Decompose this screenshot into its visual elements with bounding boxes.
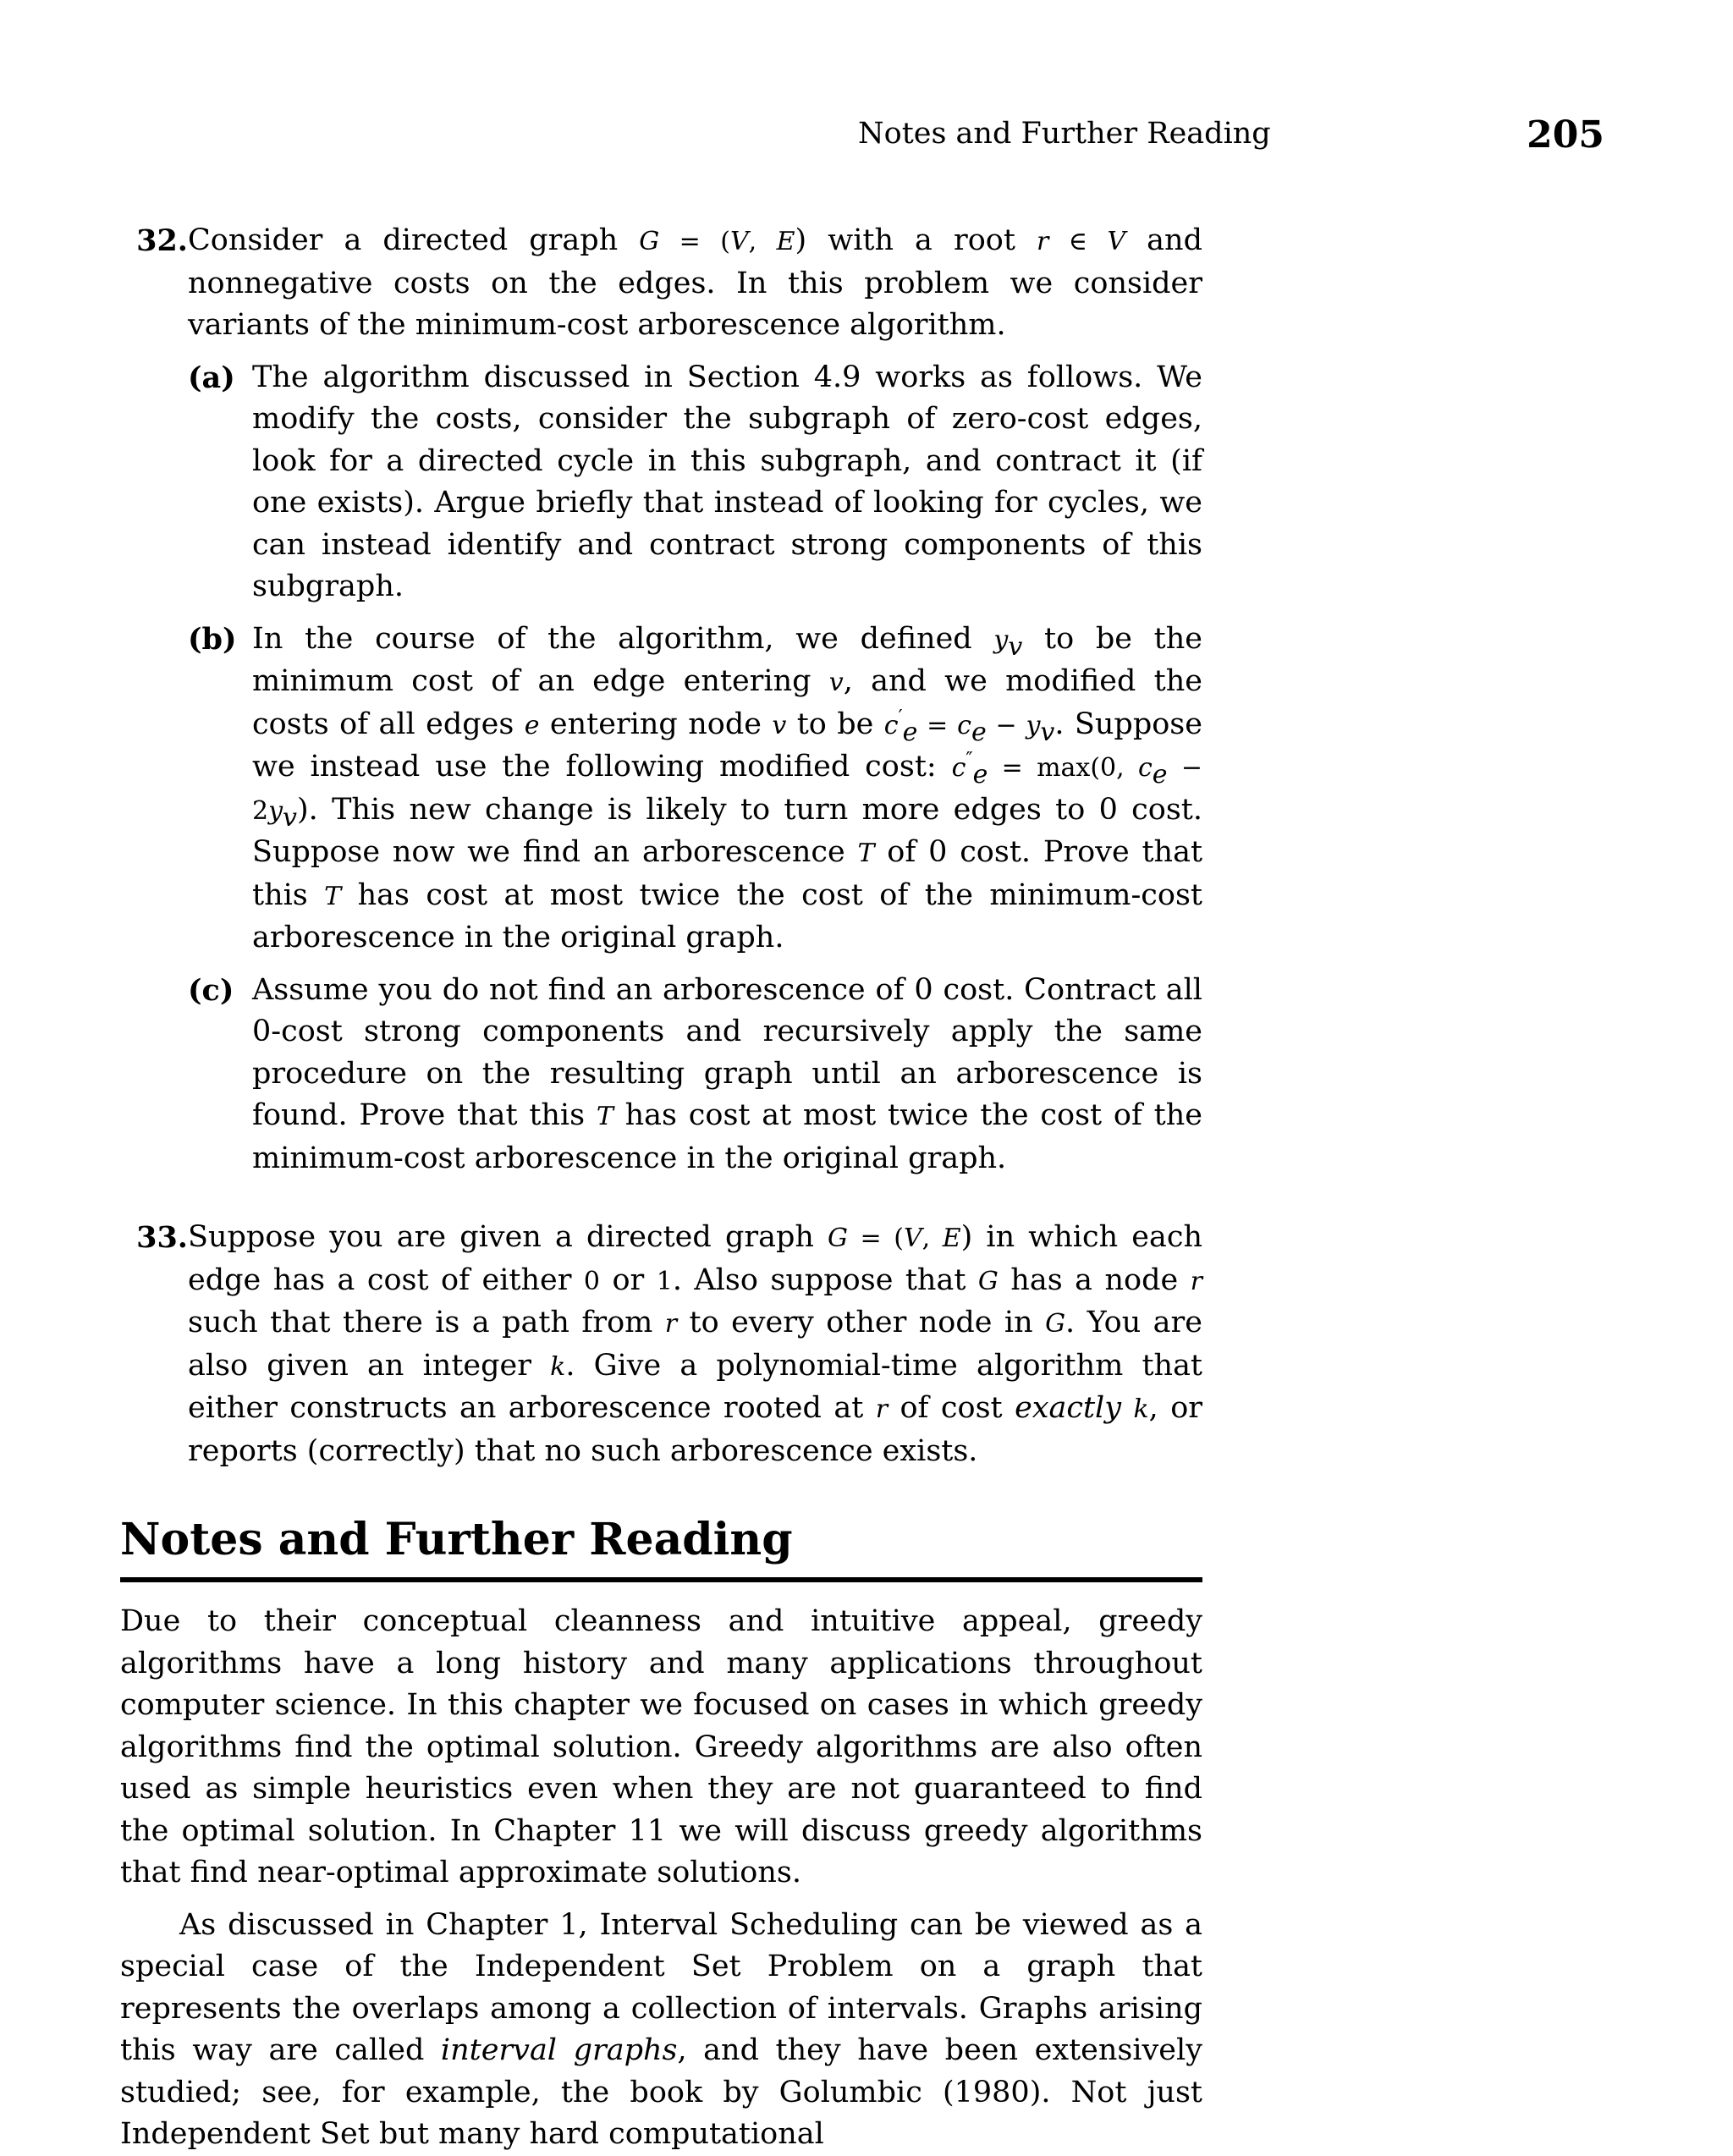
- part-c: [188, 970, 1202, 1180]
- exercise-33: [120, 1217, 1202, 1472]
- part-label: (a): [188, 360, 235, 395]
- part-label: (b): [188, 621, 237, 657]
- exercise-body: Suppose you are given a directed graph G = (V, E) in which each edge has a cost of either 0 or 1. Also suppose that G has a node r such that there is a path from r to every other node in G. You are also given an integer k. Give a polynomial-time algorithm that either constructs an arborescence rooted at r of cost exactly k, or reports (correctly) that no such arborescence exists.: [188, 1220, 1202, 1468]
- exercise-parts: [188, 357, 1202, 1180]
- part-text: The algorithm discussed in Section 4.9 works as follows. We modify the costs, consider the subgraph of zero-cost edges, look for a directed cycle in this subgraph, and contract it (if one exists). Argue briefly that instead of looking for cycles, we can instead identify and contract strong components of this subgraph.: [252, 360, 1202, 603]
- part-text: In the course of the algorithm, we defined $y_v$ to be the minimum cost of an edge entering v, and we modified the costs of all edges e entering node v to be $c'_e = c_e - y_v$. Suppose we instead use the following modified cost: $c''_e = \max(0$, $c_e - 2y_v$). This new change is likely to turn more edges to 0 cost. Suppose now we find an arborescence T of 0 cost. Prove that this T has cost at most twice the cost of the minimum-cost arborescence in the original graph.: [252, 621, 1203, 954]
- section-heading: Notes and Further Reading: [120, 1513, 1202, 1582]
- part-a: [188, 357, 1202, 608]
- part-b: [188, 619, 1202, 960]
- exercise-number: 33.: [136, 1220, 188, 1255]
- page-number: 205: [1527, 113, 1604, 157]
- exercise-body: [188, 220, 1202, 1190]
- part-text: Assume you do not find an arborescence of 0 cost. Contract all 0-cost strong components and recursively apply the same procedure on the resulting graph until an arborescence is found. Prove that this T has cost at most twice the cost of the minimum-cost arborescence in the original graph.: [252, 972, 1202, 1175]
- part-label: (c): [188, 972, 234, 1008]
- paragraph-1: Due to their conceptual cleanness and intuitive appeal, greedy algorithms have a long history and many applications throughout computer science. In this chapter we focused on cases in which greedy algorithms find the optimal solution. Greedy algorithms are also often used as simple heuristics even when they are not guaranteed to find the optimal solution. In Chapter 11 we will discuss greedy algorithms that find near-optimal approximate solutions.: [120, 1604, 1202, 1889]
- exercise-intro: Consider a directed graph G = (V, E) with a root r ∈ V and nonnegative costs on the edges. In this problem we consider variants of the minimum-cost arborescence algorithm.: [188, 223, 1202, 342]
- paragraph-2: As discussed in Chapter 1, Interval Scheduling can be viewed as a special case of the Independent Set Problem on a graph that represents the overlaps among a collection of intervals. Graphs arising this way are called interval graphs, and they have been extensively studied; see, for example, the book by Golumbic (1980). Not just Independent Set but many hard computational: [120, 1907, 1202, 2151]
- exercise-number: 32.: [136, 223, 188, 258]
- exercise-32: [120, 220, 1202, 1190]
- page-body: [120, 220, 1202, 2156]
- running-head: Notes and Further Reading: [858, 117, 1271, 151]
